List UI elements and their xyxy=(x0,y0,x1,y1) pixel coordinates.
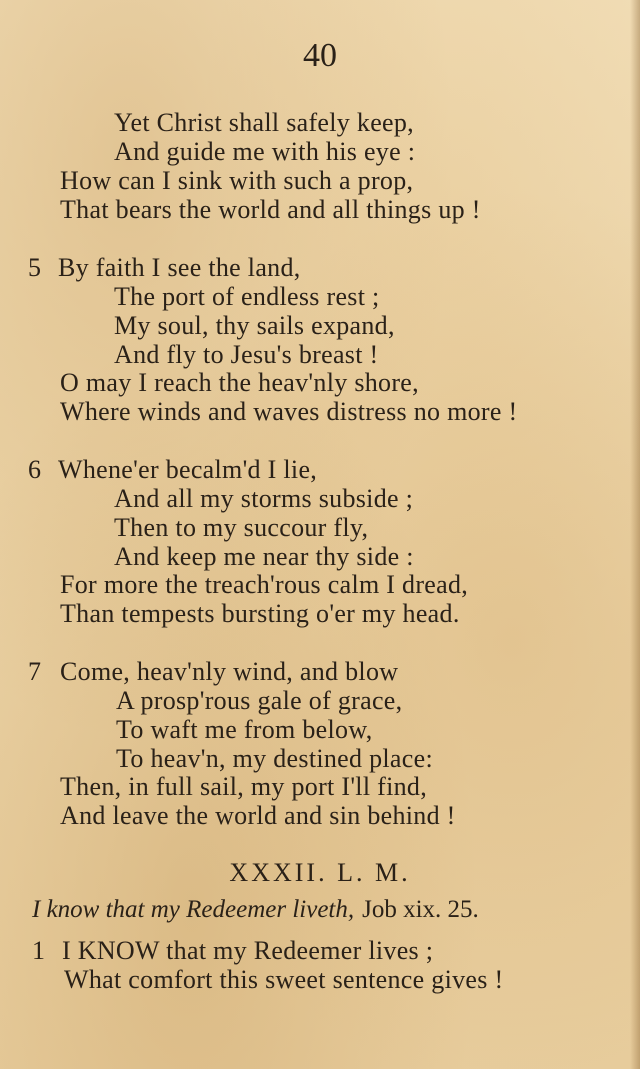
stanza-line: And guide me with his eye : xyxy=(114,137,416,166)
stanza-line: To waft me from below, xyxy=(116,715,373,744)
stanza-line: A prosp'rous gale of grace, xyxy=(116,686,403,715)
stanza-line: Come, heav'nly wind, and blow xyxy=(60,657,399,686)
stanza-line: For more the treach'rous calm I dread, xyxy=(60,570,469,599)
stanza-line: That bears the world and all things up ! xyxy=(60,195,481,224)
stanza-line: And keep me near thy side : xyxy=(114,542,414,571)
stanza-line: Then to my succour fly, xyxy=(114,513,369,542)
stanza-line: Whene'er becalm'd I lie, xyxy=(58,455,318,484)
stanza-line: How can I sink with such a prop, xyxy=(60,166,414,195)
hymn-epigraph xyxy=(32,895,479,925)
stanza-line: My soul, thy sails expand, xyxy=(114,311,395,340)
page-edge-shadow xyxy=(630,0,640,1069)
hymn-heading: XXXII. L. M. xyxy=(229,858,411,887)
stanza-line: Where winds and waves distress no more ! xyxy=(60,397,518,426)
stanza-line: And leave the world and sin behind ! xyxy=(60,801,456,830)
stanza-line: To heav'n, my destined place: xyxy=(116,744,433,773)
stanza-line: What comfort this sweet sentence gives ! xyxy=(64,965,504,994)
stanza-line: The port of endless rest ; xyxy=(114,282,380,311)
stanza-line: I KNOW that my Redeemer lives ; xyxy=(62,936,434,965)
stanza-line: By faith I see the land, xyxy=(58,253,301,282)
epigraph-reference: Job xix. 25. xyxy=(362,896,479,923)
verse-number: 7 xyxy=(28,657,41,686)
verse-number: 5 xyxy=(28,253,41,282)
epigraph-text: I know that my Redeemer liveth, xyxy=(32,896,355,923)
stanza-line: Then, in full sail, my port I'll find, xyxy=(60,772,428,801)
page-number: 40 xyxy=(303,37,337,74)
stanza-line: O may I reach the heav'nly shore, xyxy=(60,368,419,397)
verse-number: 6 xyxy=(28,455,41,484)
stanza-line: Than tempests bursting o'er my head. xyxy=(60,599,460,628)
stanza-line: And fly to Jesu's breast ! xyxy=(114,340,379,369)
stanza-line: And all my storms subside ; xyxy=(114,484,414,513)
verse-number: 1 xyxy=(32,936,45,965)
stanza-line: Yet Christ shall safely keep, xyxy=(114,108,414,137)
